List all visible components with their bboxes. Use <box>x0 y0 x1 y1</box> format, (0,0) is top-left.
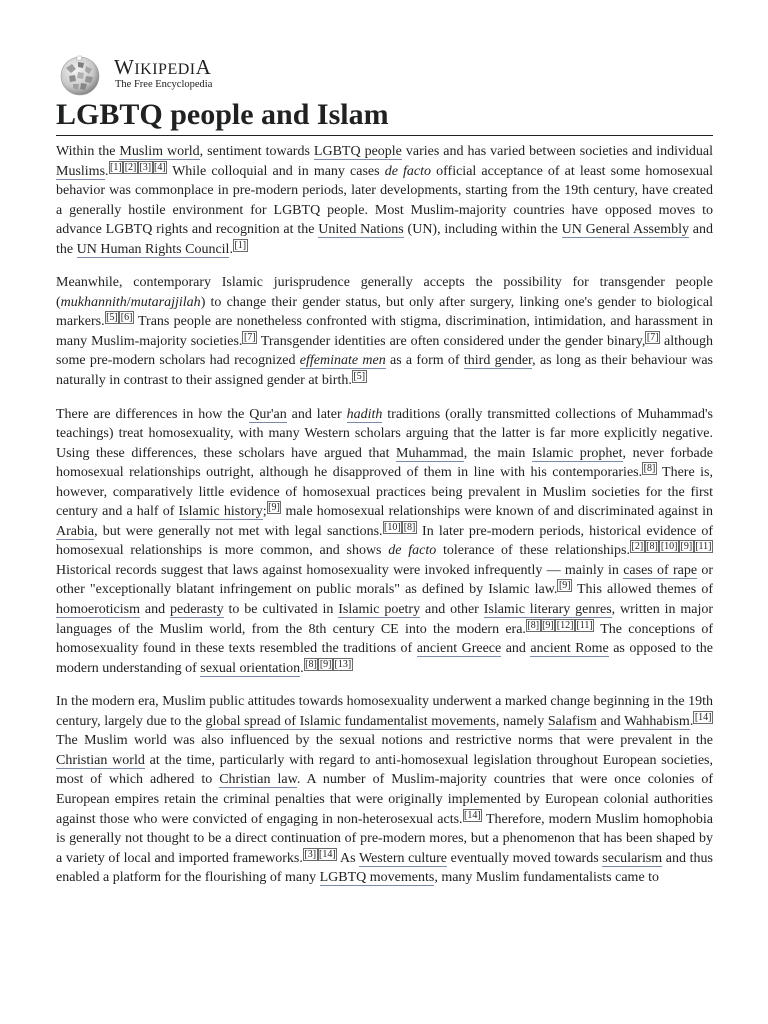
citation-link[interactable]: [2] <box>631 541 644 553</box>
citation-link[interactable]: [10] <box>660 541 678 553</box>
citation-link[interactable]: [8] <box>646 541 658 553</box>
citation-link[interactable]: [14] <box>464 809 481 821</box>
citation-link[interactable]: [7] <box>646 331 659 343</box>
citation-link[interactable]: [8] <box>305 658 317 670</box>
link-muslims[interactable]: Muslims <box>56 163 106 179</box>
citation-link[interactable]: [11] <box>695 541 712 553</box>
link-sexual-orientation[interactable]: sexual orientation <box>200 660 301 676</box>
paragraph-transgender: Meanwhile, contemporary Islamic jurisprudence generally accepts the possibility for transgender people (mukhannith/mutarajjilah) to change their gender status, but only after surgery, linking one's gender to biological markers. [5] [6] Trans people are nonetheless confronted with stigma, discrimination, intimidation, and harassment in many Muslim-majority societies. [7] Transgender identities are often considered under the gender binary, [7] although some pre-modern scholars had recognized effeminate men as a form of third gender, as long as their behaviour was naturally in contrast to their assigned gender at birth. [5] <box>56 275 713 389</box>
article-body <box>56 142 713 902</box>
link-western-culture[interactable]: Western culture <box>359 850 448 866</box>
link-islamic-literary-genres[interactable]: Islamic literary genres <box>483 602 612 618</box>
link-christian-world[interactable]: Christian world <box>56 752 145 768</box>
citation-link[interactable]: [5] <box>353 371 366 383</box>
link-effeminate-men[interactable]: effeminate men <box>299 353 386 369</box>
link-muhammad[interactable]: Muhammad <box>396 445 464 461</box>
paragraph-history: There are differences in how the Qur'an and later hadith traditions (orally transmitted collections of Muhammad's teachings) treat homosexuality, with many Western scholars arguing that the latter is far more explicitly negative. Using these differences, these scholars have argued that Muhammad, the main Islamic prophet, never forbade homosexual relationships outright, although he disapproved of them in line with his contemporaries. [8] There is, however, comparatively little evidence of homosexual practices being prevalent in Muslim societies for the first century and a half of Islamic history; [9] male homosexual relationships were known of and discriminated against in Arabia, but were generally not met with legal sanctions. [10] [8] In later pre-modern periods, historical evidence of homosexual relationships is more common, and shows de facto tolerance of these relationships. [2] [8] [10] [9] [11] Historical records suggest that laws against homosexuality were invoked infrequently — mainly in cases of rape or other "exceptionally blatant infringement on public morals" as defined by Islamic law. [9] This allowed themes of homoeroticism and pederasty to be cultivated in Islamic poetry and other Islamic literary genres, written in major languages of the Muslim world, from the 8th century CE into the modern era. [8] [9] [12] [11] The conceptions of homosexuality found in these texts resembled the traditions of ancient Greece and ancient Rome as opposed to the modern understanding of sexual orientation. [8] [9] [13] <box>56 406 713 676</box>
citation-link[interactable]: [1] <box>234 239 247 251</box>
paragraph-modern-era: In the modern era, Muslim public attitudes towards homosexuality underwent a marked change beginning in the 19th century, largely due to the global spread of Islamic fundamentalist movements, namely Salafism and Wahhabism. [14] The Muslim world was also influenced by the sexual notions and restrictive norms that were prevalent in the Christian world at the time, particularly with regard to anti-homosexual legislation throughout European societies, most of which adhered to Christian law. A number of Muslim-majority countries that were once colonies of European empires retain the criminal penalties that were originally implemented by European colonial authorities against those who were convicted of engaging in non-heterosexual acts. [14] Therefore, modern Muslim homophobia is generally not thought to be a direct continuation of pre-modern mores, but a phenomenon that has been shaped by a variety of local and imported frameworks. [3] [14] As Western culture eventually moved towards secularism and thus enabled a platform for the flourishing of many LGBTQ movements, many Muslim fundamentalists came to <box>56 694 713 886</box>
link-third-gender[interactable]: third gender <box>463 353 533 369</box>
citation-link[interactable]: [14] <box>694 711 712 723</box>
citation-link[interactable]: [5] <box>106 312 118 324</box>
citation-link[interactable]: [9] <box>268 502 280 514</box>
citation-link[interactable]: [7] <box>243 331 256 343</box>
link-salafism[interactable]: Salafism <box>547 713 597 729</box>
citation-link[interactable]: [8] <box>527 619 540 631</box>
site-header <box>56 54 716 96</box>
citation-link[interactable]: [6] <box>120 312 133 324</box>
citation-link[interactable]: [1] <box>110 161 122 173</box>
link-islamic-history[interactable]: Islamic history <box>178 504 263 520</box>
citation-link[interactable]: [9] <box>542 619 554 631</box>
citation-link[interactable]: [9] <box>319 658 332 670</box>
link-un-human-rights-council[interactable]: UN Human Rights Council <box>76 241 230 257</box>
citation-link[interactable]: [11] <box>576 619 593 631</box>
citation-link[interactable]: [9] <box>680 541 693 553</box>
citation-link[interactable]: [10] <box>384 521 401 533</box>
citation-link[interactable]: [12] <box>556 619 574 631</box>
link-muslim-world[interactable]: Muslim world <box>119 144 200 159</box>
citation-link[interactable]: [3] <box>304 848 317 860</box>
link-quran[interactable]: Qur'an <box>249 406 287 422</box>
link-arabia[interactable]: Arabia <box>56 523 95 539</box>
link-wahhabism[interactable]: Wahhabism <box>624 713 690 729</box>
link-lgbtq-movements[interactable]: LGBTQ movements <box>319 870 435 886</box>
citation-link[interactable]: [13] <box>334 658 352 670</box>
link-global-spread-islamic-fundamentalism[interactable]: global spread of Islamic fundamentalist movements <box>205 713 496 729</box>
wikipedia-wordmark[interactable]: WIKIPEDIA <box>114 55 212 79</box>
link-ancient-greece[interactable]: ancient Greece <box>416 641 502 657</box>
link-hadith[interactable]: hadith <box>346 406 383 422</box>
link-un-general-assembly[interactable]: UN General Assembly <box>561 222 689 238</box>
link-united-nations[interactable]: United Nations <box>318 222 404 238</box>
citation-link[interactable]: [4] <box>154 161 166 173</box>
citation-link[interactable]: [14] <box>319 848 336 860</box>
page-title: LGBTQ people and Islam <box>56 96 713 136</box>
citation-link[interactable]: [3] <box>139 161 152 173</box>
citation-link[interactable]: [9] <box>558 580 571 592</box>
link-islamic-poetry[interactable]: Islamic poetry <box>338 602 421 618</box>
link-lgbtq-people[interactable]: LGBTQ people <box>313 144 402 159</box>
paragraph-intro: Within the Muslim world, sentiment towards LGBTQ people varies and has varied between societies and individual Muslims. [1] [2] [3] [4] While colloquial and in many cases de facto official acceptance of at least some homosexual behavior was commonplace in pre-modern periods, later developments, starting from the 19th century, have created a generally hostile environment for LGBTQ people. Most Muslim-majority countries have opposed moves to advance LGBTQ rights and recognition at the United Nations (UN), including within the UN General Assembly and the UN Human Rights Council. [1] <box>56 144 713 257</box>
link-islamic-prophet[interactable]: Islamic prophet <box>531 445 623 461</box>
wikipedia-globe-icon[interactable] <box>56 54 104 96</box>
citation-link[interactable]: [8] <box>403 521 416 533</box>
link-ancient-rome[interactable]: ancient Rome <box>530 641 609 657</box>
wikipedia-tagline: The Free Encyclopedia <box>115 79 213 90</box>
citation-link[interactable]: [2] <box>124 161 137 173</box>
link-pederasty[interactable]: pederasty <box>169 602 224 618</box>
citation-link[interactable]: [8] <box>643 463 656 475</box>
link-homoeroticism[interactable]: homoeroticism <box>56 602 140 618</box>
link-cases-of-rape[interactable]: cases of rape <box>623 562 698 578</box>
link-christian-law[interactable]: Christian law <box>219 772 297 788</box>
link-secularism[interactable]: secularism <box>602 850 663 866</box>
